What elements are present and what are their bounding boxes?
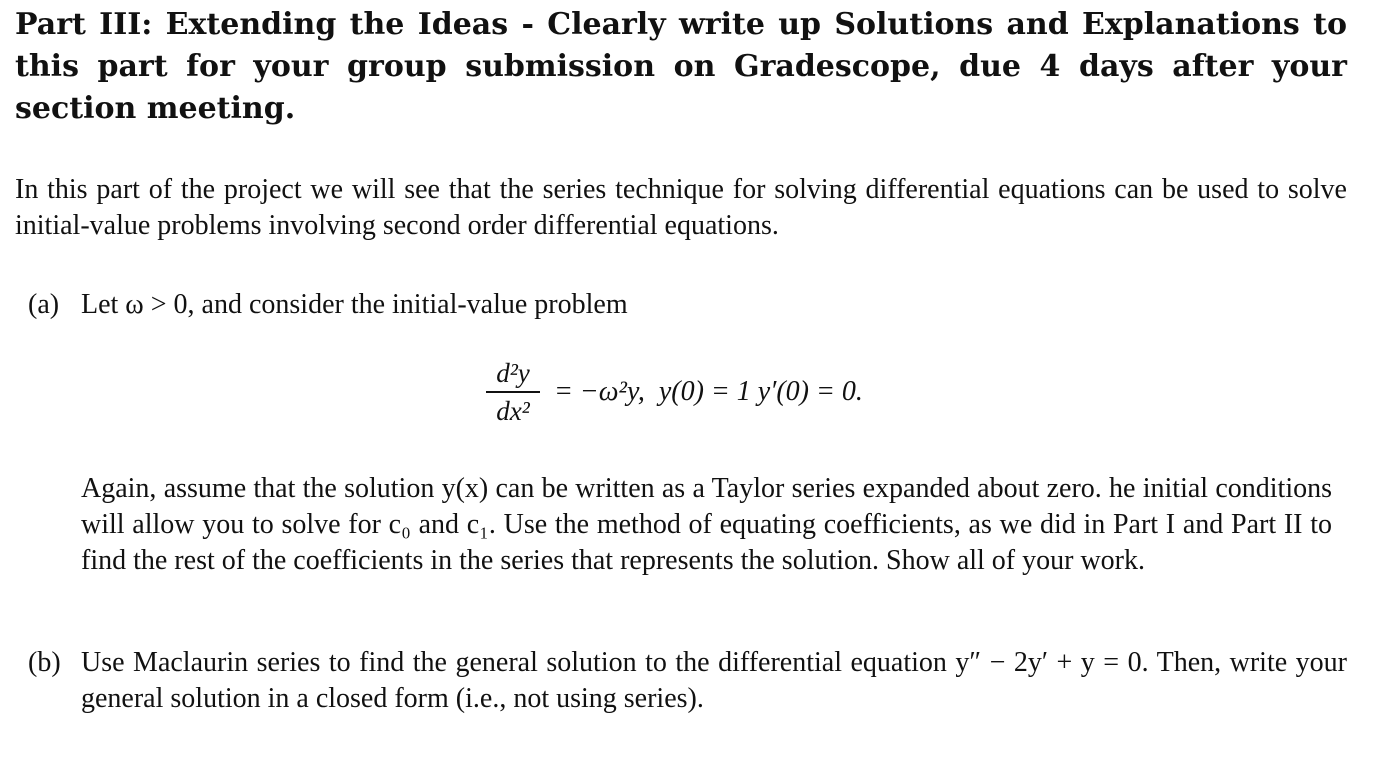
initial-value-equation	[486, 352, 863, 432]
fraction-bar	[486, 391, 540, 393]
part-a-body: Again, assume that the solution y(x) can be written as a Taylor series expanded about zero. he initial conditions will allow you to solve for c₀ and c₁. Use the method of equating coefficients, as we did in Part I and Part II to find the rest of the coefficients in the series that represents the solution. Show all of your work.	[81, 473, 1332, 576]
part-a-lead: Let ω > 0, and consider the initial-value problem	[81, 289, 628, 320]
fraction-numerator: d²y	[496, 358, 530, 389]
document-page	[15, 0, 1347, 320]
part-b-label: (b)	[28, 647, 61, 678]
intro-paragraph: In this part of the project we will see that the series technique for solving differential equations can be used to solve initial-value problems involving second order differential equations.	[15, 174, 1347, 241]
part-a-label: (a)	[28, 289, 60, 320]
fraction-denominator: dx²	[496, 395, 530, 426]
derivative-fraction	[486, 357, 540, 427]
part-b-body: Use Maclaurin series to find the general solution to the differential equation y″ − 2y′ + y = 0. Then, write your general solution in a closed form (i.e., not using series).	[81, 647, 1347, 714]
section-heading: Part III: Extending the Ideas - Clearly write up Solutions and Explanations to this part for your group submission on Gradescope, due 4 days after your section meeting.	[15, 7, 1347, 126]
equation-rhs: = −ω²y, y(0) = 1 y′(0) = 0.	[554, 376, 863, 407]
